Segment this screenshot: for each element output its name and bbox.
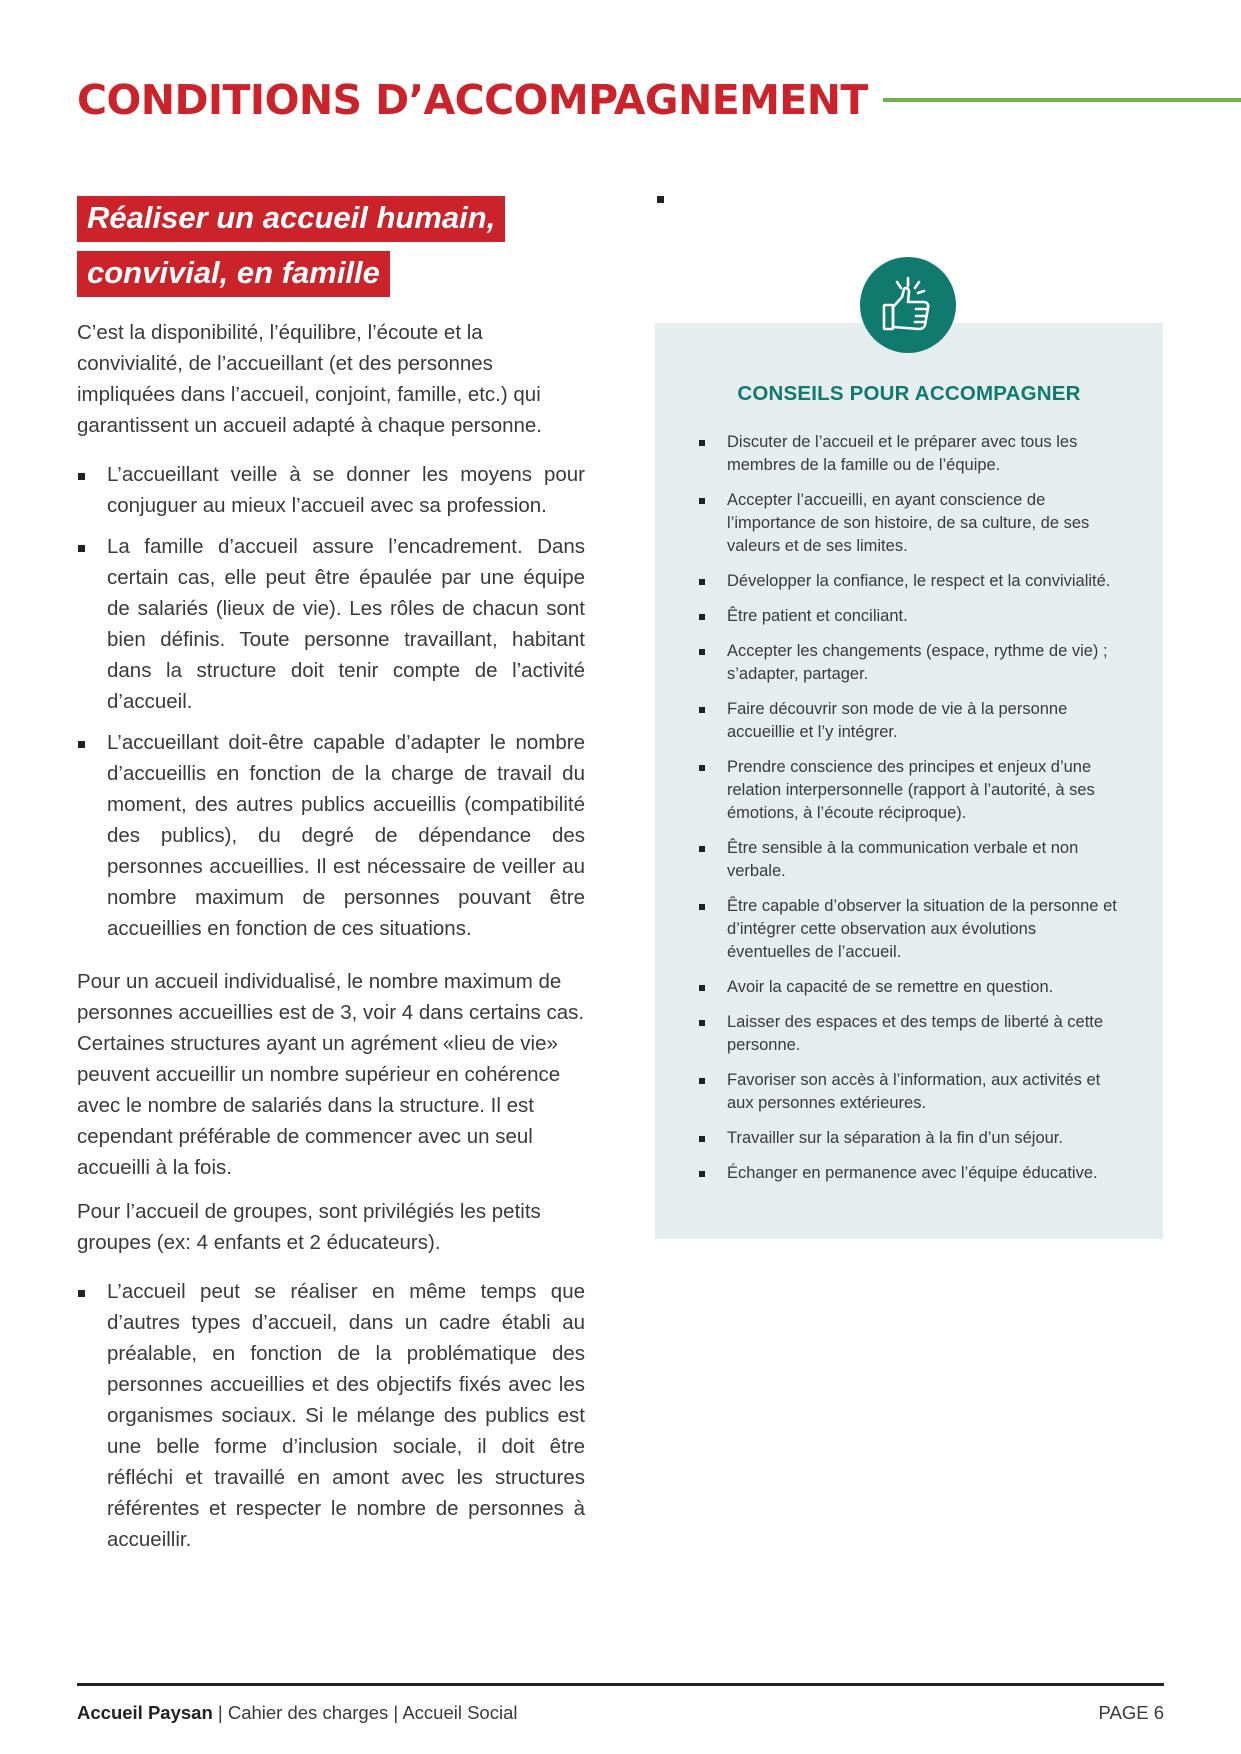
list-item: L’accueil peut se réaliser en même temps que d’autres types d’accueil, dans un cadre établi au préalable, en fonction de la problématique des personnes accueillies et des objectifs fixés avec les organismes sociaux. Si le mélange des publics est une belle forme d’inclusion sociale, il doit être réfléchi et travaillé en amont avec les structures référentes et respecter le nombre de personnes à accueillir. <box>77 1276 585 1555</box>
list-item: Être capable d’observer la situation de la personne et d’intégrer cette observation aux évolutions éventuelles de l’accueil. <box>698 895 1124 964</box>
left-body <box>77 317 585 1555</box>
list-item: Prendre conscience des principes et enjeux d’une relation interpersonnelle (rapport à l’autorité, à ses émotions, à l’écoute réciproque). <box>698 756 1124 825</box>
list-item: L’accueillant doit-être capable d’adapter le nombre d’accueillis en fonction de la charge de travail du moment, des autres publics accueillis (compatibilité des publics), du degré de dépendance des personnes accueillies. Il est nécessaire de veiller au nombre maximum de personnes pouvant être accueillies en fonction de ces situations. <box>77 727 585 944</box>
page-title: CONDITIONS D’ACCOMPAGNEMENT <box>77 76 868 124</box>
thumbs-up-icon <box>860 257 956 353</box>
advice-list <box>698 431 1124 1197</box>
list-item: Laisser des espaces et des temps de liberté à cette personne. <box>698 1011 1124 1057</box>
list-item: Échanger en permanence avec l’équipe éducative. <box>698 1162 1124 1185</box>
bullet-marker <box>657 196 664 203</box>
footer-brand <box>77 1702 518 1724</box>
list-item: L’accueillant veille à se donner les moyens pour conjuguer au mieux l’accueil avec sa profession. <box>77 459 585 521</box>
footer-rule <box>77 1683 1164 1686</box>
paragraph-group-hosting: Pour l’accueil de groupes, sont privilégiés les petits groupes (ex: 4 enfants et 2 éducateurs). <box>77 1200 541 1254</box>
list-item: Être patient et conciliant. <box>698 605 1124 628</box>
list-item: Accepter les changements (espace, rythme de vie) ; s’adapter, partager. <box>698 640 1124 686</box>
list-item: Accepter l’accueilli, en ayant conscience de l’importance de son histoire, de sa culture, de ses valeurs et de ses limites. <box>698 489 1124 558</box>
paragraph-individual-hosting: Pour un accueil individualisé, le nombre maximum de personnes accueillies est de 3, voir 4 dans certains cas. Certaines structures ayant un agrément «lieu de vie» peuvent accueillir un nombre supérieur en cohérence avec le nombre de salariés dans la structure. Il est cependant préférable de commencer avec un seul accueilli à la fois. <box>77 970 585 1179</box>
list-item: Discuter de l’accueil et le préparer avec tous les membres de la famille ou de l’équipe. <box>698 431 1124 477</box>
list-item: Travailler sur la séparation à la fin d’un séjour. <box>698 1127 1124 1150</box>
left-column <box>77 196 585 1577</box>
panel-title: CONSEILS POUR ACCOMPAGNER <box>737 382 1081 405</box>
list-item: Favoriser son accès à l’information, aux activités et aux personnes extérieures. <box>698 1069 1124 1115</box>
list-item: Faire découvrir son mode de vie à la personne accueillie et l’y intégrer. <box>698 698 1124 744</box>
footer-subtitle: | Cahier des charges | Accueil Social <box>212 1702 518 1723</box>
section-heading-line-1: Réaliser un accueil humain, <box>77 196 505 242</box>
page-number: PAGE 6 <box>1098 1702 1164 1723</box>
list-item: Développer la confiance, le respect et la convivialité. <box>698 570 1124 593</box>
section-heading-line-2: convivial, en famille <box>77 251 390 297</box>
list-item: Être sensible à la communication verbale et non verbale. <box>698 837 1124 883</box>
footer-brand-name: Accueil Paysan <box>77 1702 213 1723</box>
bullet-list-2 <box>77 1276 585 1555</box>
section-heading <box>77 196 585 297</box>
list-item: Avoir la capacité de se remettre en question. <box>698 976 1124 999</box>
bullet-list-1 <box>77 459 585 944</box>
title-rule <box>883 98 1241 102</box>
intro-paragraph: C’est la disponibilité, l’équilibre, l’écoute et la convivialité, de l’accueillant (et des personnes impliquées dans l’accueil, conjoint, famille, etc.) qui garantissent un accueil adapté à chaque personne. <box>77 321 543 437</box>
list-item: La famille d’accueil assure l’encadrement. Dans certain cas, elle peut être épaulée par une équipe de salariés (lieux de vie). Les rôles de chacun sont bien définis. Toute personne travaillant, habitant dans la structure doit tenir compte de l’activité d’accueil. <box>77 531 585 717</box>
